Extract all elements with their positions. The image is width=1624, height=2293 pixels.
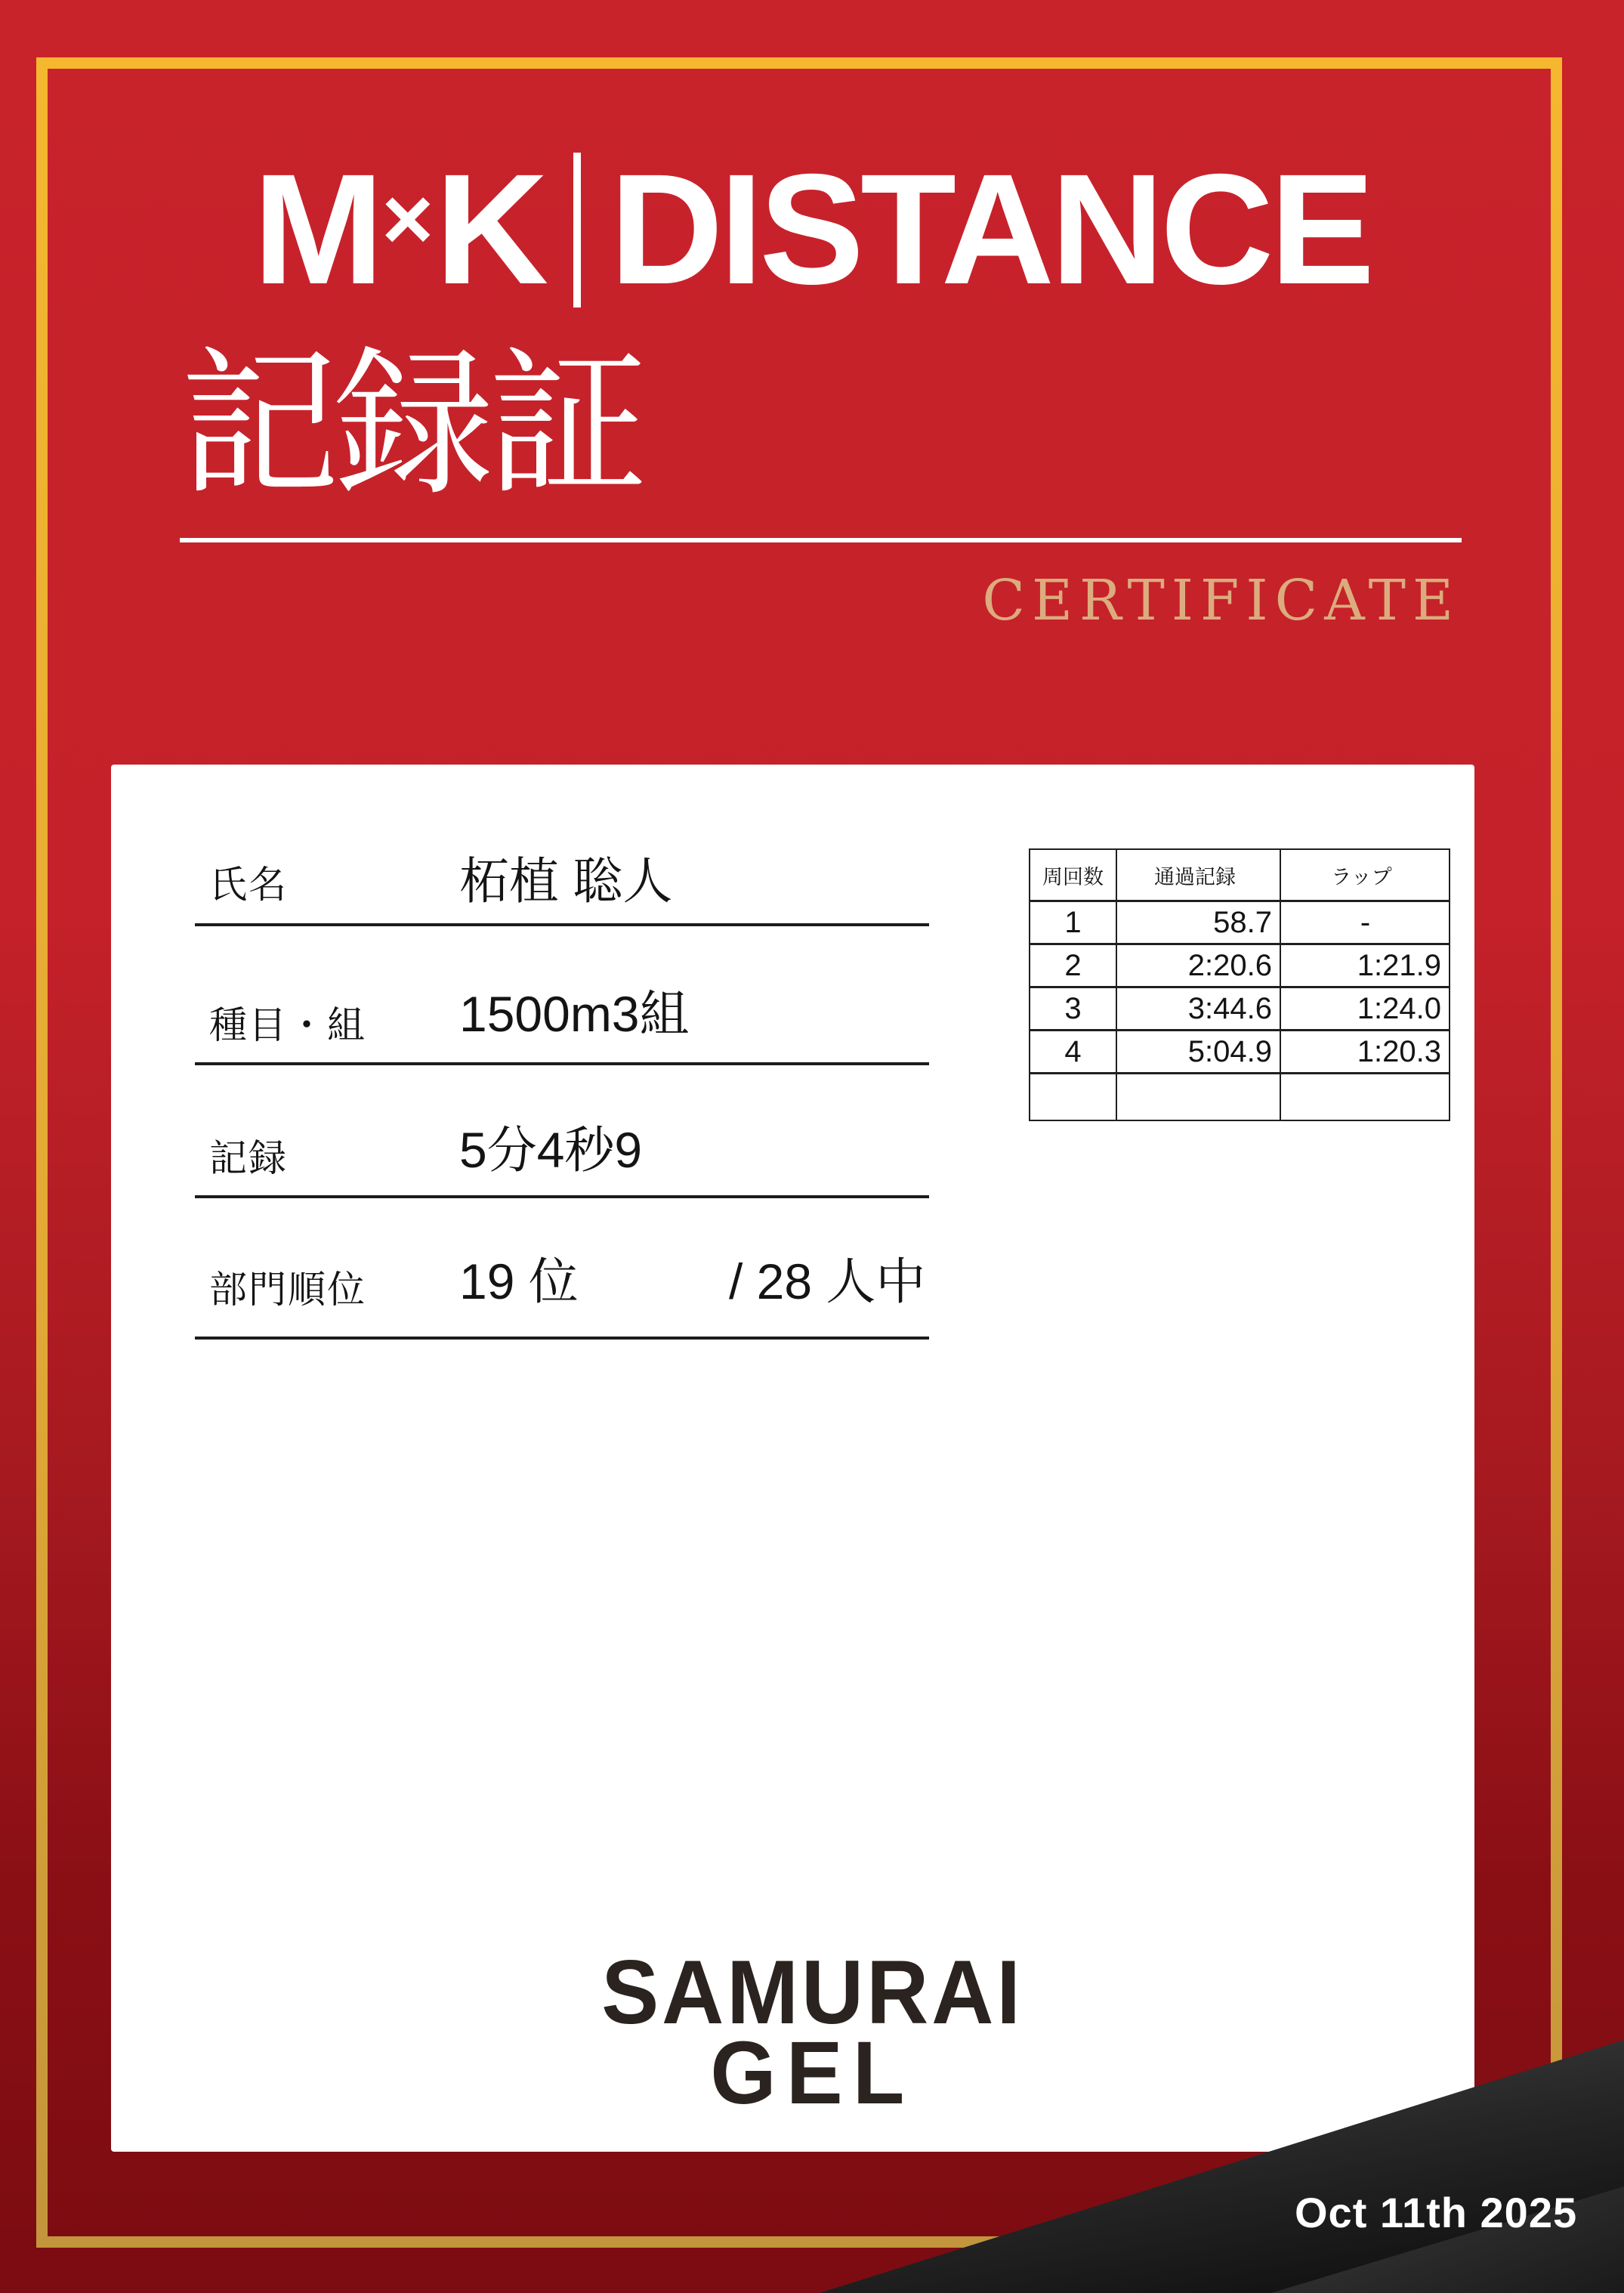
split-col-header: 通過記録 (1116, 849, 1280, 901)
lap-number (1030, 1074, 1116, 1121)
record-underline (195, 1195, 929, 1198)
laptime-col-header: ラップ (1280, 849, 1450, 901)
lap-number: 1 (1030, 901, 1116, 944)
lap-time (1280, 1074, 1450, 1121)
sponsor-logo-gel: GEL (710, 2023, 915, 2123)
title-underline (180, 538, 1462, 542)
record-label: 記録 (209, 1137, 288, 1179)
name-underline (195, 923, 929, 926)
rank-total: / 28 人中 (729, 1253, 926, 1309)
table-row (1030, 1031, 1450, 1074)
split-time: 58.7 (1116, 901, 1280, 944)
name-value: 柘植 聡人 (459, 853, 673, 909)
lap-time: - (1280, 901, 1450, 944)
lap-time: 1:24.0 (1280, 987, 1450, 1031)
logo-divider (573, 153, 581, 307)
subtitle-certificate: CERTIFICATE (982, 568, 1460, 633)
table-row (1030, 987, 1450, 1031)
event-value: 1500m3組 (459, 986, 690, 1042)
split-time: 3:44.6 (1116, 987, 1280, 1031)
lap-number: 4 (1030, 1031, 1116, 1074)
brand-logo (0, 142, 1624, 317)
lap-table-header-row (1030, 849, 1450, 901)
logo-m: M (252, 142, 381, 317)
lap-col-header: 周回数 (1030, 849, 1116, 901)
page-title: 記録証 (180, 331, 642, 518)
event-label: 種目・組 (209, 1004, 366, 1046)
logo-distance: DISTANCE (610, 142, 1372, 317)
lap-time: 1:20.3 (1280, 1031, 1450, 1074)
rank-label: 部門順位 (209, 1269, 366, 1311)
lap-number: 3 (1030, 987, 1116, 1031)
sponsor-logo-samurai: SAMURAI (601, 1942, 1023, 2043)
logo-k: K (435, 142, 545, 317)
record-value: 5分4秒9 (459, 1122, 643, 1178)
name-label: 氏名 (209, 864, 288, 906)
rank-value: 19 位 (459, 1253, 579, 1309)
logo-x-icon: × (381, 169, 434, 269)
lap-table (1029, 848, 1450, 1121)
split-time: 2:20.6 (1116, 944, 1280, 987)
table-row-empty (1030, 1074, 1450, 1121)
table-row (1030, 901, 1450, 944)
event-date: Oct 11th 2025 (1295, 2189, 1578, 2236)
split-time (1116, 1074, 1280, 1121)
lap-number: 2 (1030, 944, 1116, 987)
table-row (1030, 944, 1450, 987)
lap-time: 1:21.9 (1280, 944, 1450, 987)
certificate-card (111, 765, 1474, 2152)
split-time: 5:04.9 (1116, 1031, 1280, 1074)
rank-underline (195, 1337, 929, 1340)
event-underline (195, 1062, 929, 1065)
